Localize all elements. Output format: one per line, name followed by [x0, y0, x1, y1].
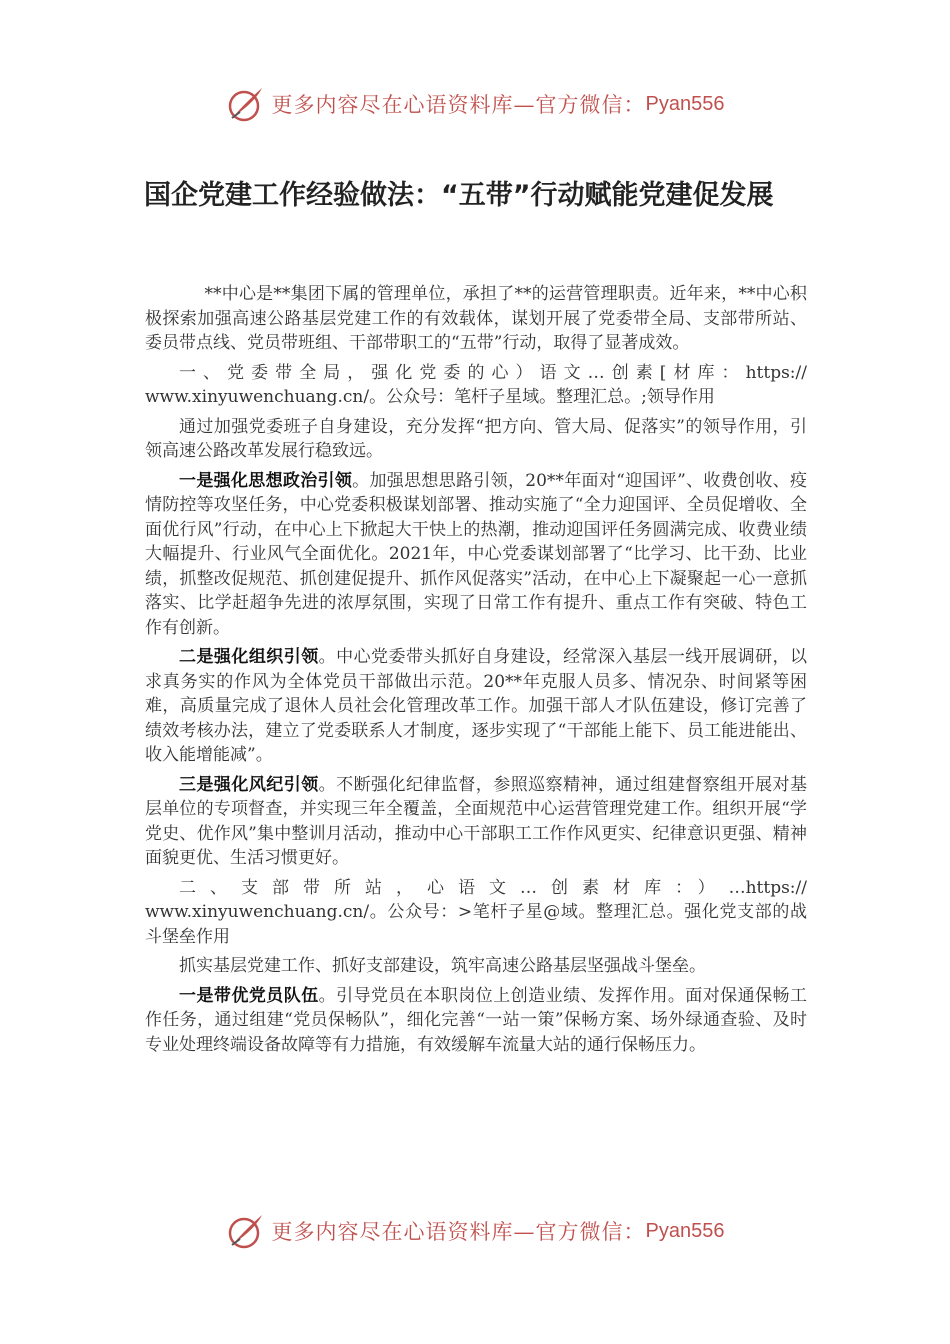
banner-text: 更多内容尽在心语资料库—官方微信： — [271, 1220, 646, 1244]
paragraph-6-lead: 一是带优党员队伍 — [179, 985, 319, 1006]
paragraph-2 — [145, 469, 807, 641]
paragraph-3-lead: 二是强化组织引领 — [179, 647, 319, 667]
paragraph-4-lead: 三是强化风纪引领 — [179, 774, 319, 795]
quill-pen-icon — [226, 1211, 266, 1251]
intro-paragraph: **中心是**集团下属的管理单位，承担了**的运营管理职责。近年来，**中心积极探索加强高速公路基层党建工作的有效载体，谋划开展了党委带全局、支部带所站、委员带点线、党员带班组、干部带职工的“五带”行动，取得了显著成效。 — [145, 284, 807, 353]
section-heading-2-cont — [145, 900, 807, 949]
paragraph-1: 通过加强党委班子自身建设，充分发挥“把方向、管大局、促落实”的领导作用，引领高速公路改革发展行稳致远。 — [145, 416, 807, 461]
paragraph-4-text: 。不断强化纪律监督，参照巡察精神，通过组建督察组开展对基层单位的专项督查，并实现三年全覆盖，全面规范中心运营管理党建工作。组织开展“学党史、优作风”集中整训月活动，推动中心干部职工工作作风更实、纪律意识更强、精神面貌更优、生活习惯更好。 — [145, 774, 808, 868]
paragraph-3 — [145, 645, 807, 768]
section-heading-2-line1: 二、支部带所站，心语文…创素材库：）…https:// — [179, 877, 807, 898]
page-title: 国企党建工作经验做法：“五带”行动赋能党建促发展 — [144, 180, 774, 211]
footer-banner — [0, 1207, 950, 1255]
header-banner — [0, 80, 950, 128]
section-heading-1-line1: 一、党委带全局，强化党委的心）语文…创素[材库：https:// — [179, 362, 807, 383]
section-heading-1-cont — [145, 385, 807, 410]
paragraph-4 — [145, 773, 807, 871]
section-heading-1 — [145, 361, 807, 386]
banner-wechat-id: Pyan556 — [645, 92, 725, 115]
section-heading-2-line2: www.xinyuwenchuang.cn/。公众号：>笔杆子星@域。整理汇总。强化党支部的战斗堡垒作用 — [145, 902, 807, 947]
paragraph-3-text: 。中心党委带头抓好自身建设，经常深入基层一线开展调研，以求真务实的作风为全体党员干部做出示范。20**年克服人员多、情况杂、时间紧等困难，高质量完成了退休人员社会化管理改革工作。加强干部人才队伍建设，修订完善了绩效考核办法，建立了党委联系人才制度，逐步实现了“干部能上能下、员工能进能出、收入能增能减”。 — [145, 647, 808, 765]
banner-text: 更多内容尽在心语资料库—官方微信： — [271, 93, 646, 117]
paragraph-6 — [145, 984, 807, 1058]
banner-wechat-id: Pyan556 — [645, 1219, 725, 1242]
section-heading-2 — [145, 876, 807, 901]
paragraph-2-lead: 一是强化思想政治引领 — [179, 470, 353, 491]
quill-pen-icon — [226, 84, 266, 124]
section-heading-1-line2: www.xinyuwenchuang.cn/。公众号：笔杆子星域。整理汇总。;领导作用 — [145, 387, 715, 407]
paragraph-2-text: 。加强思想思路引领，20**年面对“迎国评”、收费创收、疫情防控等攻坚任务，中心党委积极谋划部署、推动实施了“全力迎国评、全员促增收、全面优行风”行动，在中心上下掀起大干快上的热潮，推动迎国评任务圆满完成、收费业绩大幅提升、行业风气全面优化。2021年，中心党委谋划部署了“比学习、比干劲、比业绩，抓整改促规范、抓创建促提升、抓作风促落实”活动，在中心上下凝聚起一心一意抓落实、比学赶超争先进的浓厚氛围，实现了日常工作有提升、重点工作有突破、特色工作有创新。 — [145, 470, 807, 638]
document-body — [145, 282, 807, 1062]
paragraph-5: 抓实基层党建工作、抓好支部建设，筑牢高速公路基层坚强战斗堡垒。 — [179, 956, 706, 976]
paragraph-6-text: 。引导党员在本职岗位上创造业绩、发挥作用。面对保通保畅工作任务，通过组建“党员保畅队”，细化完善“一站一策”保畅方案、场外绿通查验、及时专业处理终端设备故障等有力措施，有效缓解车流量大站的通行保畅压力。 — [145, 985, 808, 1055]
